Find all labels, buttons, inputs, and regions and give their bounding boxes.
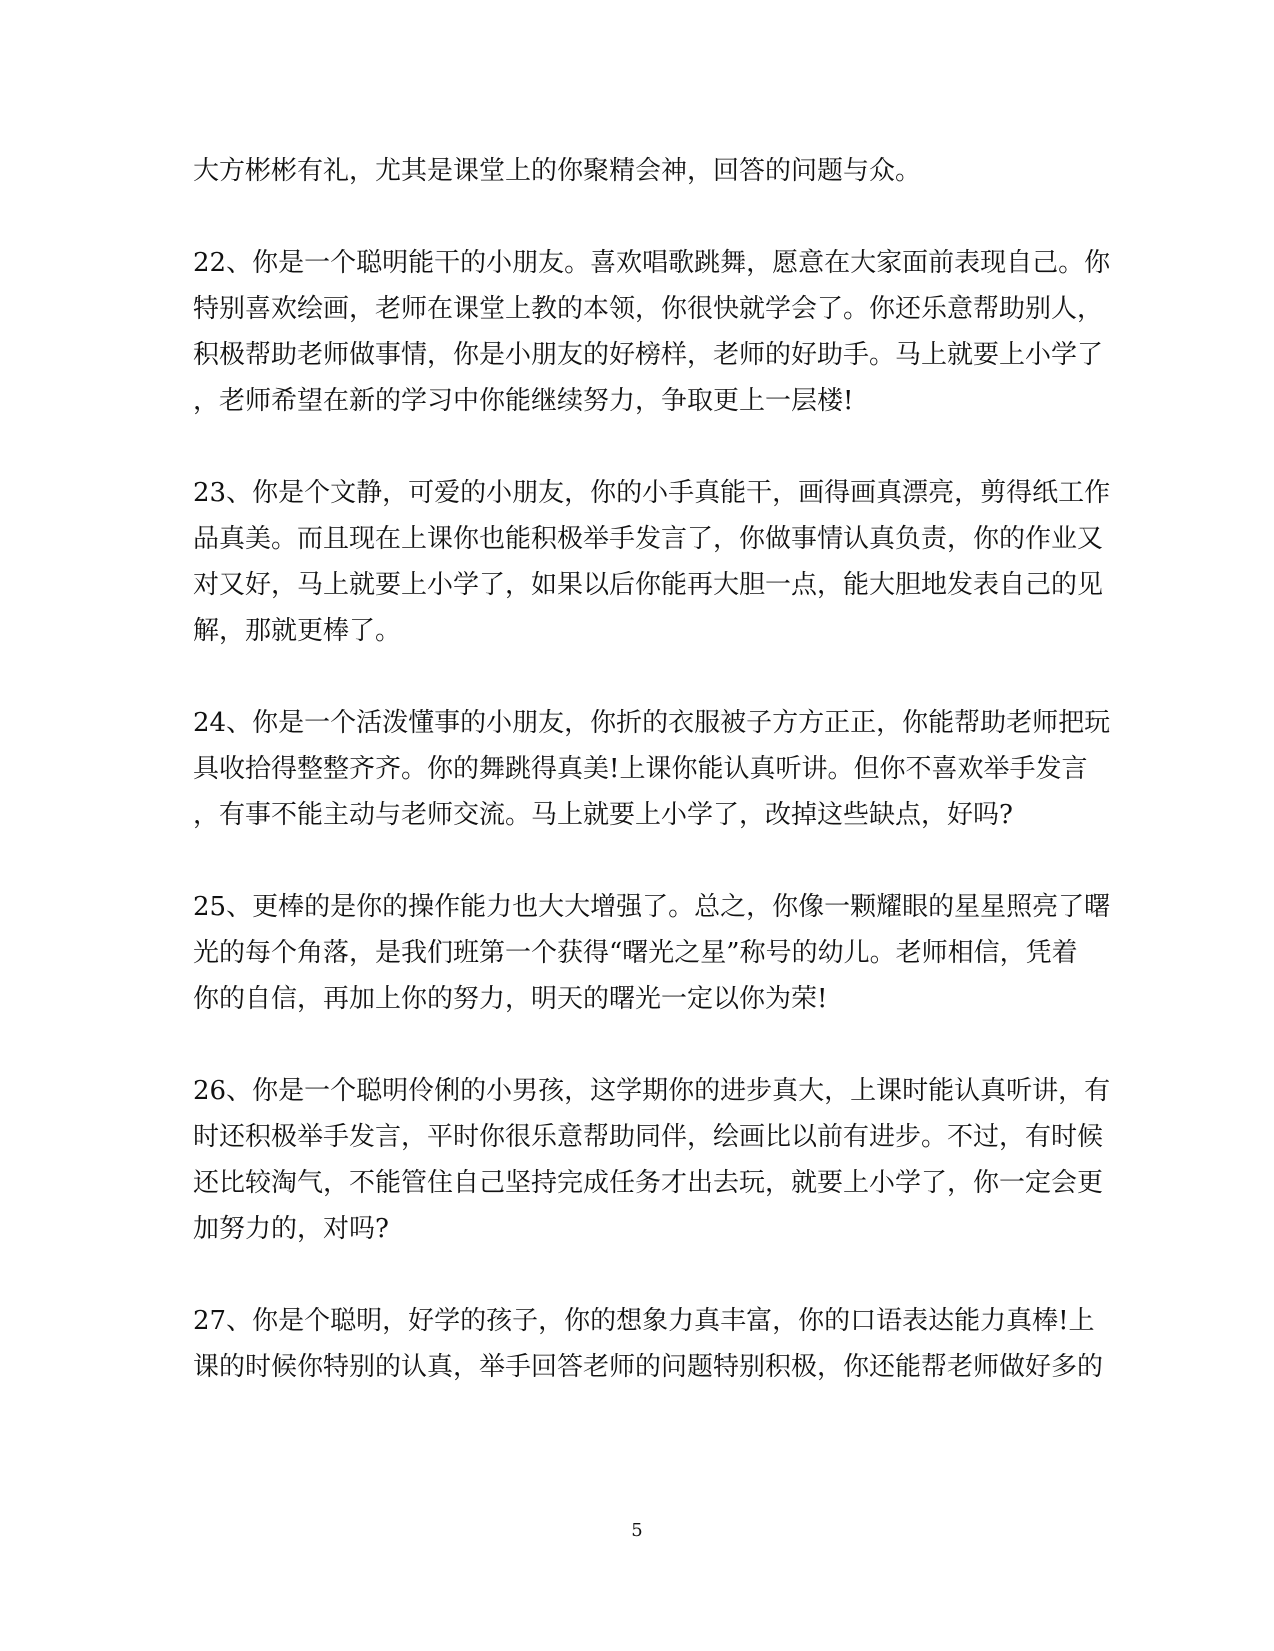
text-line: 特别喜欢绘画，老师在课堂上教的本领，你很快就学会了。你还乐意帮助别人， xyxy=(193,294,1104,324)
text-line: 具收拾得整整齐齐。你的舞跳得真美!上课你能认真听讲。但你不喜欢举手发言 xyxy=(193,754,1088,784)
text-line: 23、你是个文静，可爱的小朋友，你的小手真能干，画得画真漂亮，剪得纸工作 xyxy=(193,478,1111,508)
text-line: 加努力的，对吗? xyxy=(193,1214,389,1244)
page-number: 5 xyxy=(631,1520,643,1541)
text-line: 24、你是一个活泼懂事的小朋友，你折的衣服被子方方正正，你能帮助老师把玩 xyxy=(193,708,1111,738)
text-line: 你的自信，再加上你的努力，明天的曙光一定以你为荣! xyxy=(193,984,828,1014)
text-line: 大方彬彬有礼，尤其是课堂上的你聚精会神，回答的问题与众。 xyxy=(193,156,922,186)
text-line: 还比较淘气，不能管住自己坚持完成任务才出去玩，就要上小学了，你一定会更 xyxy=(193,1168,1104,1198)
text-line: 光的每个角落，是我们班第一个获得“曙光之星”称号的幼儿。老师相信，凭着 xyxy=(193,938,1078,968)
text-line: 22、你是一个聪明能干的小朋友。喜欢唱歌跳舞，愿意在大家面前表现自己。你 xyxy=(193,248,1111,278)
text-line: 解，那就更棒了。 xyxy=(193,616,402,646)
text-line: 26、你是一个聪明伶俐的小男孩，这学期你的进步真大，上课时能认真听讲，有 xyxy=(193,1076,1111,1106)
text-line: ，有事不能主动与老师交流。马上就要上小学了，改掉这些缺点，好吗? xyxy=(193,800,1013,830)
text-line: 积极帮助老师做事情，你是小朋友的好榜样，老师的好助手。马上就要上小学了 xyxy=(193,340,1104,370)
text-line: ，老师希望在新的学习中你能继续努力，争取更上一层楼! xyxy=(193,386,854,416)
text-line: 对又好，马上就要上小学了，如果以后你能再大胆一点，能大胆地发表自己的见 xyxy=(193,570,1104,600)
text-line: 27、你是个聪明，好学的孩子，你的想象力真丰富，你的口语表达能力真棒!上 xyxy=(193,1306,1095,1336)
text-line: 课的时候你特别的认真，举手回答老师的问题特别积极，你还能帮老师做好多的 xyxy=(193,1352,1104,1382)
text-line: 时还积极举手发言，平时你很乐意帮助同伴，绘画比以前有进步。不过，有时候 xyxy=(193,1122,1104,1152)
text-line: 25、更棒的是你的操作能力也大大增强了。总之，你像一颗耀眼的星星照亮了曙 xyxy=(193,892,1111,922)
text-line: 品真美。而且现在上课你也能积极举手发言了，你做事情认真负责，你的作业又 xyxy=(193,524,1104,554)
